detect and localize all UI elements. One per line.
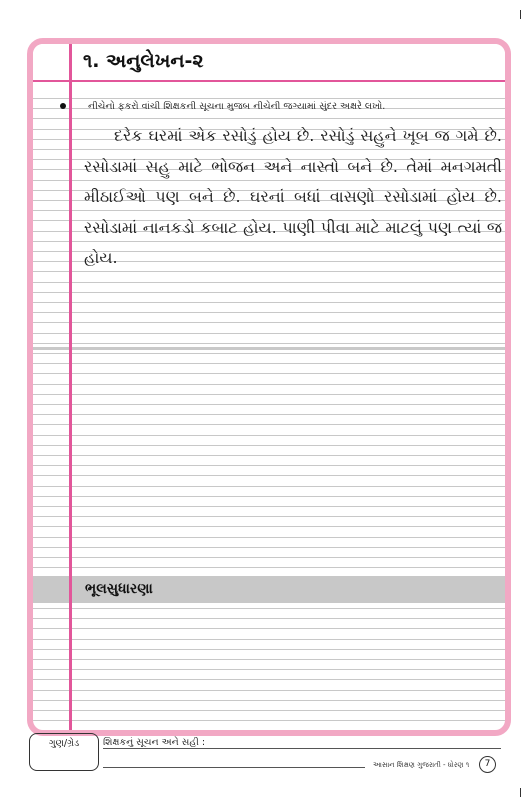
ruled-line — [33, 98, 505, 99]
section-divider — [33, 347, 505, 350]
teacher-remark-line[interactable] — [103, 748, 501, 749]
ruled-line — [33, 414, 505, 415]
ruled-line — [33, 567, 505, 568]
ruled-line — [33, 496, 505, 497]
page-number: 7 — [479, 756, 496, 773]
ruled-line — [33, 526, 505, 527]
ruled-line — [33, 333, 505, 334]
ruled-line — [33, 486, 505, 487]
corrections-label: ભૂલસુધારણા — [85, 581, 153, 597]
ruled-line — [33, 435, 505, 436]
ruled-line — [33, 700, 505, 701]
teacher-remark-label: શિક્ષકનું સૂચન અને સહી : — [103, 737, 206, 748]
ruled-line — [33, 373, 505, 374]
ruled-line — [33, 618, 505, 619]
ruled-line — [33, 649, 505, 650]
teacher-signature-line[interactable] — [103, 767, 365, 768]
ruled-line — [33, 679, 505, 680]
ruled-line — [33, 547, 505, 548]
ruled-line — [33, 394, 505, 395]
ruled-line — [33, 424, 505, 425]
ruled-line — [33, 343, 505, 344]
ruled-line — [33, 639, 505, 640]
ruled-line — [33, 475, 505, 476]
margin-line — [69, 44, 72, 730]
passage-text: દરેક ઘરમાં એક રસોડું હોય છે. રસોડું સહુને ખૂબ જ ગમે છે. રસોડામાં સહુ માટે ભોજન અને નાસ્તો બને છે. તેમાં મનગમતી મીઠાઈઓ પણ બને છે. ઘરનાં બધાં વાસણો રસોડામાં હોય છે. રસોડામાં નાનકડો કબાટ હોય. પાણી પીવા માટે માટલું પણ ત્યાં જ હોય. — [84, 126, 502, 267]
ruled-line — [33, 506, 505, 507]
ruled-line — [33, 690, 505, 691]
ruled-line — [33, 720, 505, 721]
ruled-line — [33, 608, 505, 609]
ruled-line — [33, 669, 505, 670]
ruled-line — [33, 557, 505, 558]
instruction-text: નીચેનો ફકરો વાંચી શિક્ષકની સૂચના મુજબ નીચેની જગ્યામાં સુંદર અક્ષરે લખો. — [88, 101, 386, 112]
crop-mark — [520, 10, 521, 19]
ruled-line — [33, 118, 505, 119]
ruled-line — [33, 628, 505, 629]
title-strip — [33, 44, 505, 79]
ruled-line — [33, 363, 505, 364]
bullet-icon — [60, 103, 66, 109]
ruled-line — [33, 516, 505, 517]
ruled-line — [33, 445, 505, 446]
ruled-line — [33, 322, 505, 323]
book-footer: આસાન શિક્ષણ ગુજરાતી - ધોરણ ૧ — [373, 761, 470, 769]
ruled-line — [33, 537, 505, 538]
notebook-frame — [27, 38, 511, 736]
crop-mark — [520, 788, 521, 797]
ruled-line — [33, 710, 505, 711]
ruled-line — [33, 404, 505, 405]
page-title: ૧. અનુલેખન-૨ — [83, 50, 204, 72]
grade-box[interactable] — [29, 733, 99, 771]
ruled-line — [33, 302, 505, 303]
ruled-line — [33, 384, 505, 385]
ruled-line — [33, 292, 505, 293]
grade-label: ગુણ/ગ્રેડ — [48, 738, 80, 749]
ruled-line — [33, 455, 505, 456]
title-underline — [33, 80, 505, 82]
ruled-line — [33, 312, 505, 313]
ruled-line — [33, 282, 505, 283]
ruled-line — [33, 353, 505, 354]
ruled-line — [33, 659, 505, 660]
corrections-band — [33, 576, 505, 603]
ruled-line — [33, 465, 505, 466]
